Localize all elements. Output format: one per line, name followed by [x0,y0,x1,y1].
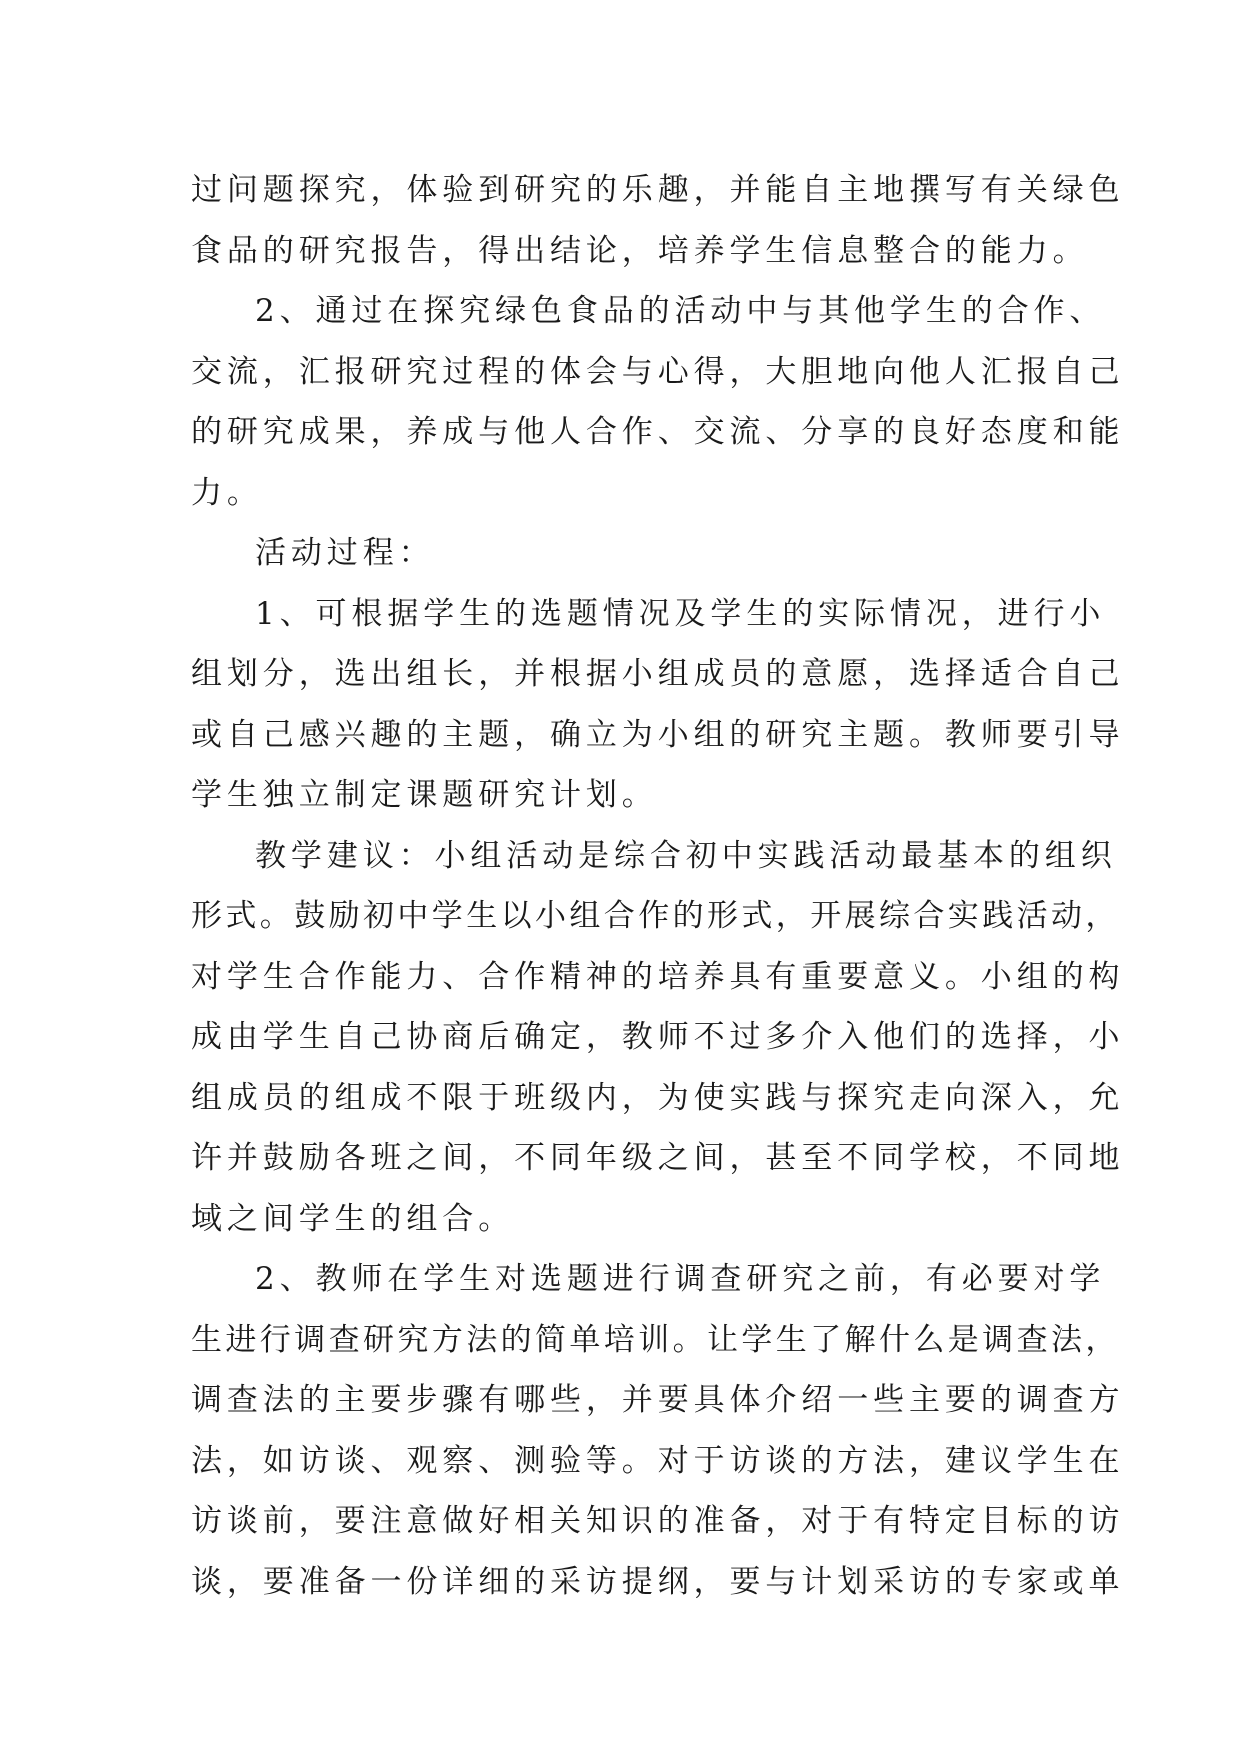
text-line: 交流，汇报研究过程的体会与心得，大胆地向他人汇报自己 [191,353,1125,390]
text-line: 形式。鼓励初中学生以小组合作的形式，开展综合实践活动， [191,898,1120,934]
section-heading: 活动过程： [255,535,435,571]
text-line: 或自己感兴趣的主题，确立为小组的研究主题。教师要引导 [191,716,1125,753]
text-line: 谈，要准备一份详细的采访提纲，要与计划采访的专家或单 [191,1563,1125,1600]
text-line: 学生独立制定课题研究计划。 [191,777,658,813]
paragraph-start-line: 2、教师在学生对选题进行调查研究之前，有必要对学 [255,1261,1106,1297]
body-text [191,160,1125,1612]
text-line: 过问题探究，体验到研究的乐趣，并能自主地撰写有关绿色 [191,172,1125,208]
paragraph-start-line: 1、可根据学生的选题情况及学生的实际情况，进行小 [255,595,1106,632]
text-line: 的研究成果，养成与他人合作、交流、分享的良好态度和能 [191,414,1125,450]
text-line: 成由学生自己协商后确定，教师不过多介入他们的选择，小 [191,1019,1125,1055]
text-line: 组成员的组成不限于班级内，为使实践与探究走向深入，允 [191,1079,1125,1116]
text-line: 食品的研究报告，得出结论，培养学生信息整合的能力。 [191,232,1089,269]
text-line: 许并鼓励各班之间，不同年级之间，甚至不同学校，不同地 [191,1140,1125,1176]
text-line: 调查法的主要步骤有哪些，并要具体介绍一些主要的调查方 [191,1382,1125,1418]
text-line: 生进行调查研究方法的简单培训。让学生了解什么是调查法， [191,1321,1120,1358]
text-line: 组划分，选出组长，并根据小组成员的意愿，选择适合自己 [191,656,1125,692]
text-line: 力。 [191,474,263,511]
paragraph-start-line: 教学建议：小组活动是综合初中实践活动最基本的组织 [255,837,1117,874]
text-line: 法，如访谈、观察、测验等。对于访谈的方法，建议学生在 [191,1442,1125,1479]
paragraph-start-line: 2、通过在探究绿色食品的活动中与其他学生的合作、 [255,293,1106,329]
text-line: 访谈前，要注意做好相关知识的准备，对于有特定目标的访 [191,1503,1125,1539]
text-line: 域之间学生的组合。 [191,1200,515,1237]
text-line: 对学生合作能力、合作精神的培养具有重要意义。小组的构 [191,958,1125,995]
